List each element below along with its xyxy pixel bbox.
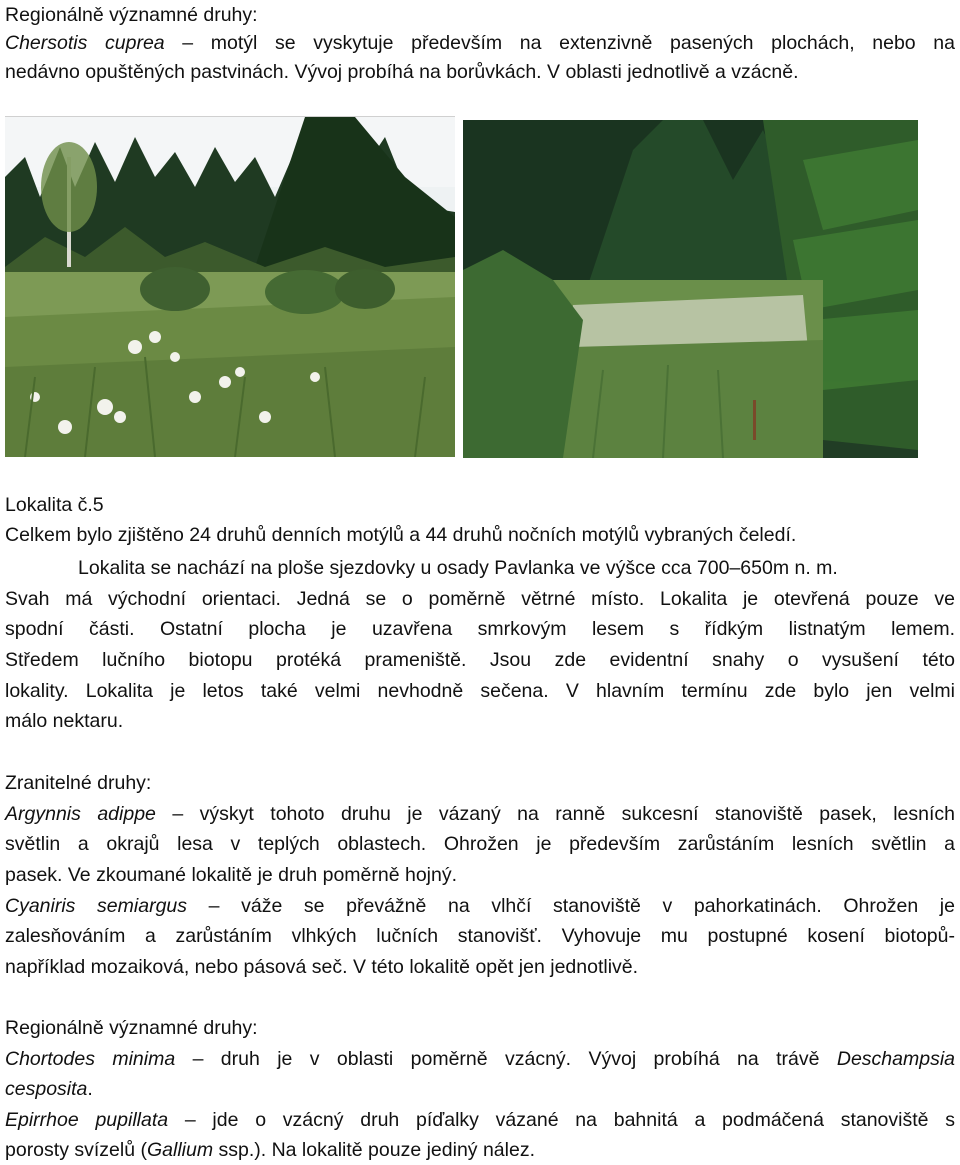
species-name: Cyaniris semiargus [5, 895, 188, 917]
species-name: Chortodes minima [5, 1048, 176, 1070]
paragraph-line: lokality. Lokalita je letos také velmi nevhodně sečena. V hlavním termínu zde bylo jen velmi [5, 680, 955, 702]
species-name: Argynnis adippe [5, 803, 156, 825]
species-name: Epirrhoe pupillata [5, 1109, 169, 1131]
paragraph-line: například mozaiková, nebo pásová seč. V této lokalitě opět jen jednotlivě. [5, 956, 639, 978]
paragraph-line: Cyaniris semiargus – váže se převážně na vlhčí stanoviště v pahorkatinách. Ohrožen je [5, 895, 955, 917]
paragraph-line: Epirrhoe pupillata – jde o vzácný druh píďalky vázané na bahnitá a podmáčená stanoviště s [5, 1109, 955, 1131]
paragraph-line: spodní části. Ostatní plocha je uzavřena smrkovým lesem s řídkým listnatým lemem. [5, 618, 955, 640]
paragraph-line: Chortodes minima – druh je v oblasti poměrně vzácný. Vývoj probíhá na trávě Deschampsia [5, 1048, 955, 1070]
paragraph-line: Středem lučního biotopu protéká prameniště. Jsou zde evidentní snahy o vysušení této [5, 649, 955, 671]
paragraph-line: nedávno opuštěných pastvinách. Vývoj probíhá na borůvkách. V oblasti jednotlivě a vzácně. [5, 61, 799, 83]
paragraph-line: Lokalita se nachází na ploše sjezdovky u osady Pavlanka ve výšce cca 700–650m n. m. [78, 557, 838, 579]
locality-title: Lokalita č.5 [5, 494, 104, 516]
plant-name: Deschampsia [836, 1048, 955, 1070]
section-heading-regional-2: Regionálně významné druhy: [5, 1017, 258, 1039]
forest-edge-image [463, 120, 918, 458]
plant-name: cesposita [5, 1078, 88, 1100]
paragraph-line: pasek. Ve zkoumané lokalitě je druh poměrně hojný. [5, 864, 458, 886]
paragraph-line: cesposita. [5, 1078, 93, 1100]
paragraph-line: porosty svízelů (Gallium ssp.). Na lokalitě pouze jediný nález. [5, 1139, 535, 1161]
meadow-image [5, 117, 455, 457]
meadow-photo [5, 117, 455, 457]
section-heading-vulnerable: Zranitelné druhy: [5, 772, 152, 794]
paragraph-line: Chersotis cuprea – motýl se vyskytuje především na extenzivně pasených plochách, nebo na [5, 32, 955, 54]
paragraph-line: zalesňováním a zarůstáním vlhkých lučních stanovišť. Vyhovuje mu postupné kosení biotopů- [5, 925, 955, 947]
forest-edge-photo [463, 120, 918, 458]
species-name: Chersotis cuprea [5, 32, 165, 54]
paragraph-line: Celkem bylo zjištěno 24 druhů denních motýlů a 44 druhů nočních motýlů vybraných čeledí. [5, 524, 797, 546]
paragraph-line: málo nektaru. [5, 710, 124, 732]
paragraph-line: Argynnis adippe – výskyt tohoto druhu je vázaný na ranně sukcesní stanoviště pasek, lesních [5, 803, 955, 825]
section-heading-regional: Regionálně významné druhy: [5, 4, 258, 26]
paragraph-line: Svah má východní orientaci. Jedná se o poměrně větrné místo. Lokalita je otevřená pouze ve [5, 588, 955, 610]
plant-name: Gallium [146, 1139, 214, 1161]
paragraph-line: světlin a okrajů lesa v teplých oblastech. Ohrožen je především zarůstáním lesních světlin a [5, 833, 955, 855]
